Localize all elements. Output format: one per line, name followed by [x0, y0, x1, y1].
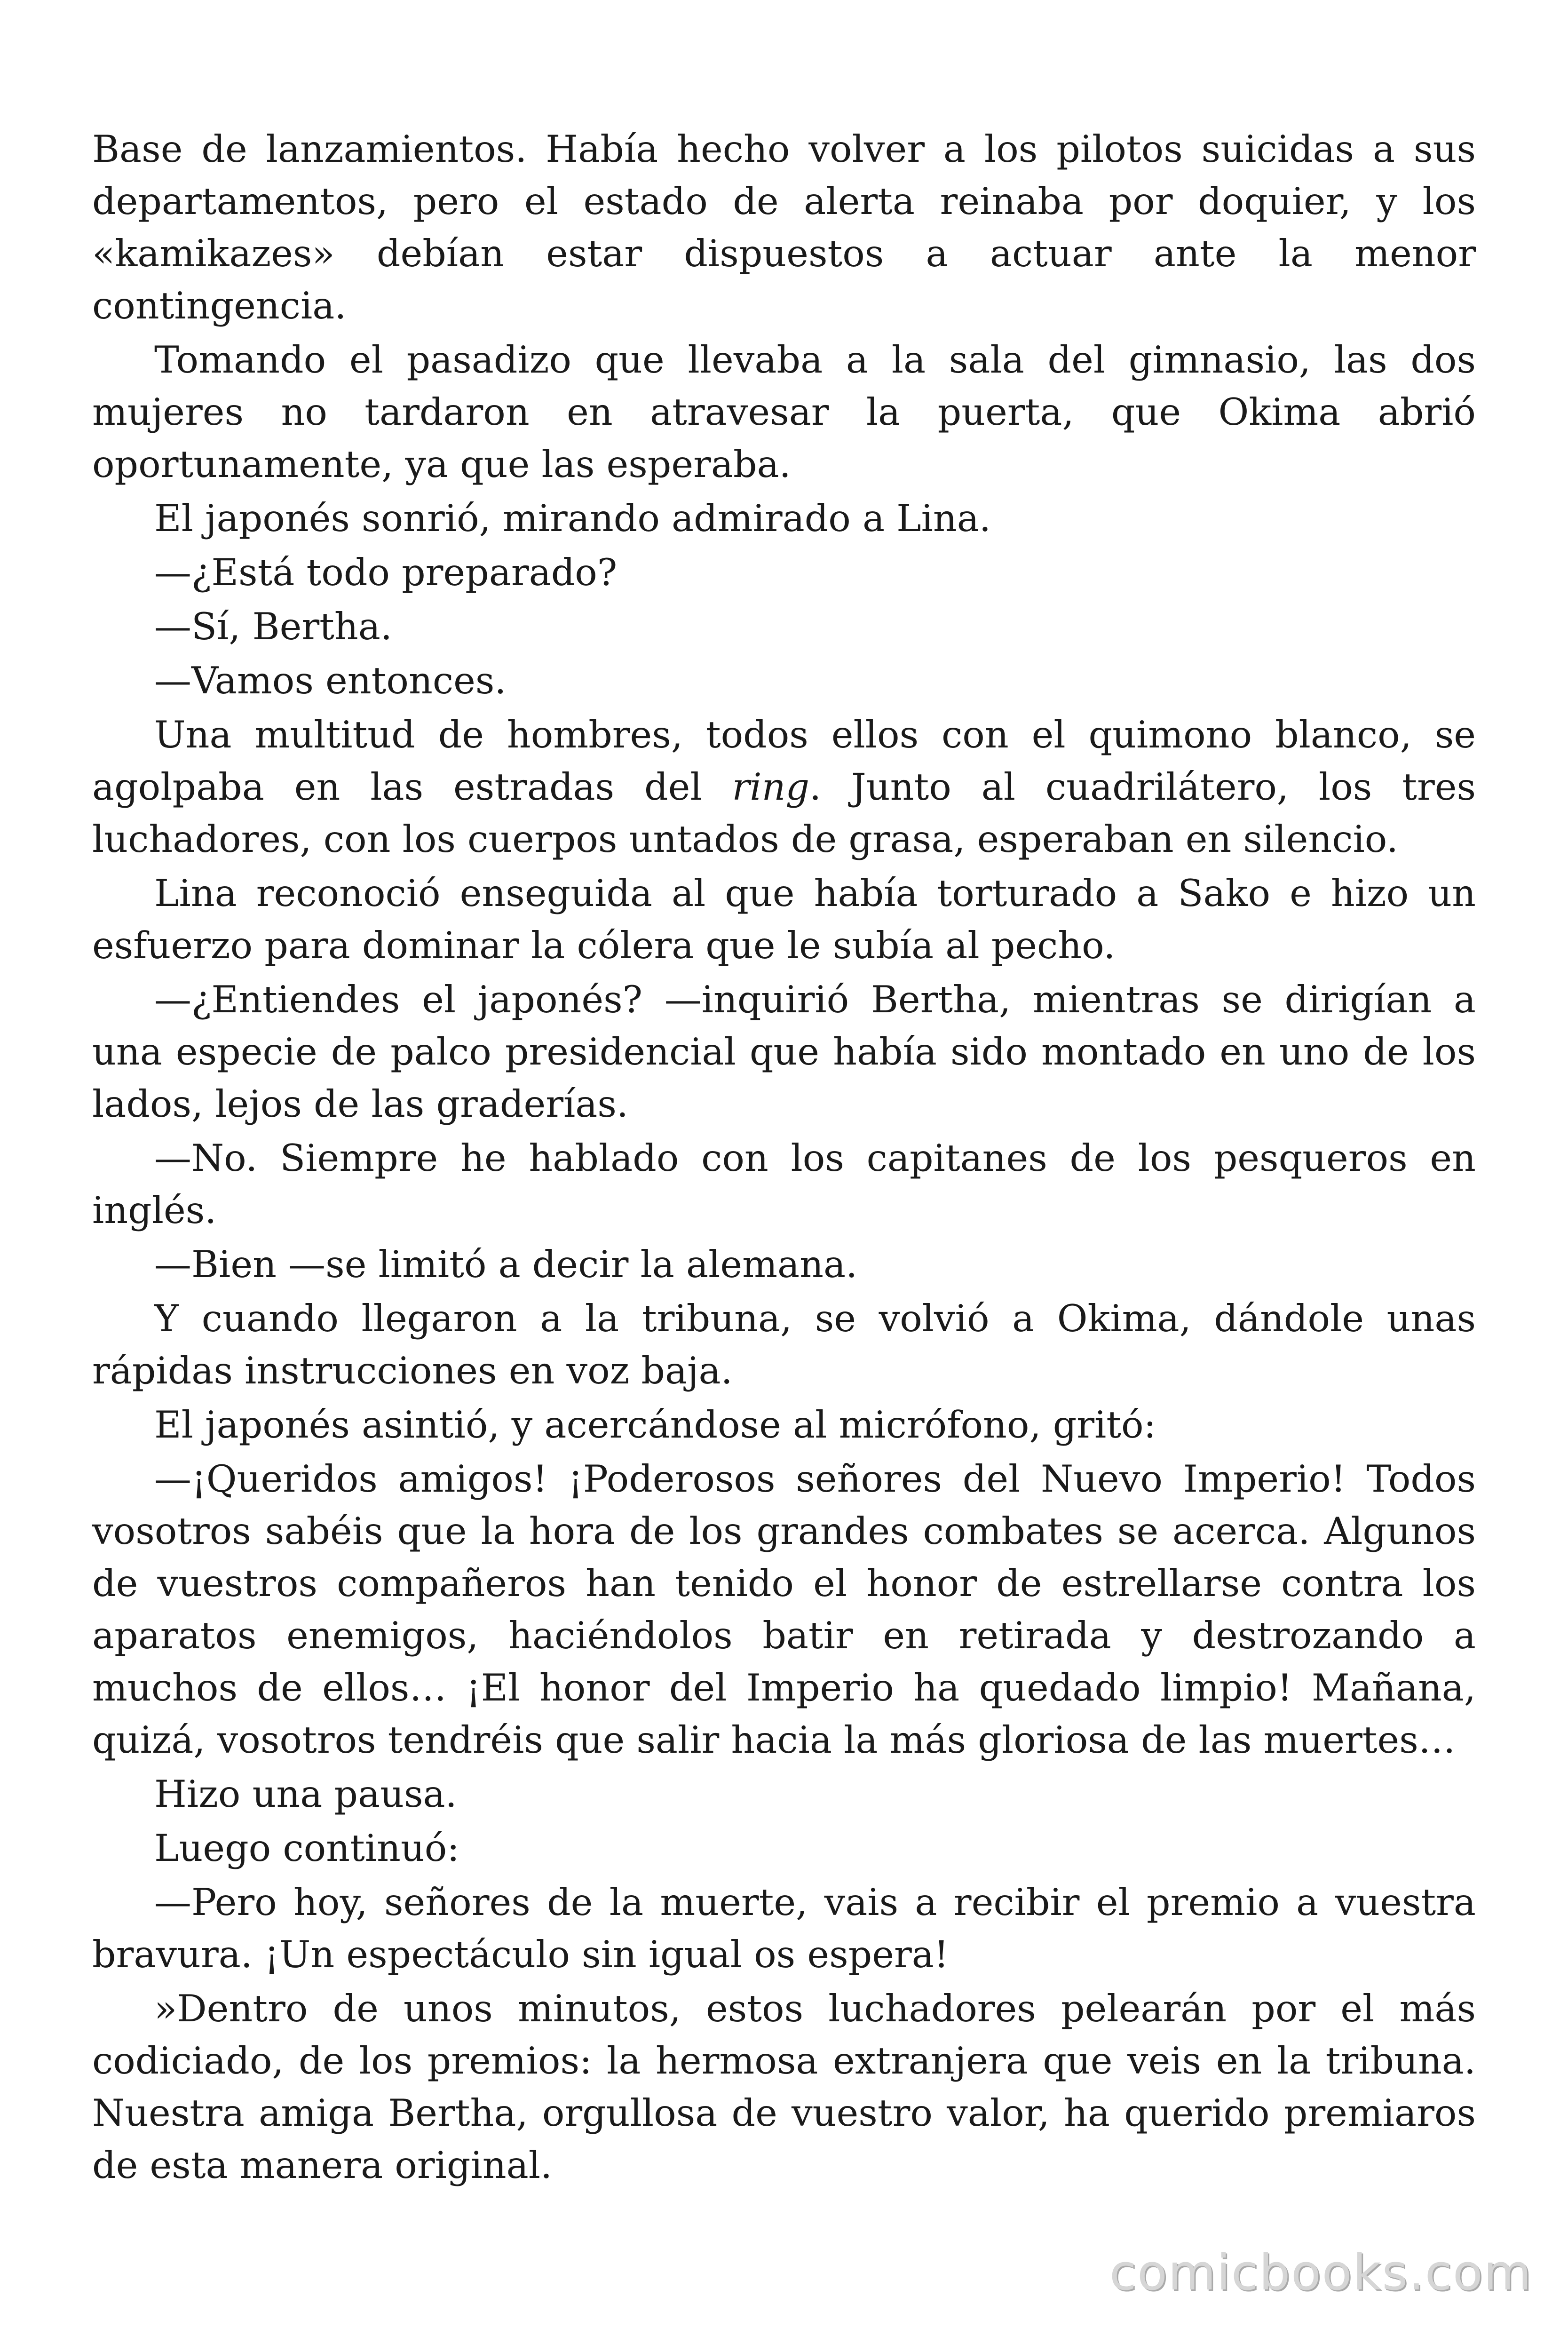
- page-body: [92, 123, 1476, 2193]
- paragraph-text: Una multitud de hombres, todos ellos con el quimono blanco, se agolpaba en las estradas del: [92, 713, 1476, 809]
- paragraph: Luego continuó:: [154, 1827, 459, 1870]
- watermark: comicbooks.com: [1109, 2244, 1532, 2301]
- dialogue-line: —Pero hoy, señores de la muerte, vais a recibir el premio a vuestra bravura. ¡Un espectáculo sin igual os espera!: [92, 1881, 1476, 1976]
- paragraph: Hizo una pausa.: [154, 1772, 457, 1816]
- paragraph: Lina reconoció enseguida al que había torturado a Sako e hizo un esfuerzo para dominar la cólera que le subía al pecho.: [92, 872, 1476, 967]
- dialogue-line: —Vamos entonces.: [154, 659, 507, 702]
- paragraph: Base de lanzamientos. Había hecho volver a los pilotos suicidas a sus departamentos, pero el estado de alerta reinaba por doquier, y los «kamikazes» debían estar dispuestos a actuar ante la menor contingencia.: [92, 127, 1476, 327]
- paragraph: Tomando el pasadizo que llevaba a la sala del gimnasio, las dos mujeres no tardaron en atravesar la puerta, que Okima abrió oportunamente, ya que las esperaba.: [92, 338, 1476, 486]
- paragraph-text: . Junto al cuadrilátero, los tres luchadores, con los cuerpos untados de grasa, esperaban en silencio.: [92, 765, 1476, 861]
- paragraph: Y cuando llegaron a la tribuna, se volvió a Okima, dándole unas rápidas instrucciones en voz baja.: [92, 1297, 1476, 1392]
- dialogue-line: —Bien —se limitó a decir la alemana.: [154, 1243, 858, 1286]
- dialogue-line: —¡Queridos amigos! ¡Poderosos señores del Nuevo Imperio! Todos vosotros sabéis que la hora de los grandes combates se acerca. Algunos de vuestros compañeros han tenido el honor de estrellarse contra los aparatos enemigos, haciéndolos batir en retirada y destrozando a muchos de ellos… ¡El honor del Imperio ha quedado limpio! Mañana, quizá, vosotros tendréis que salir hacia la más gloriosa de las muertes…: [92, 1457, 1476, 1762]
- dialogue-line: —¿Está todo preparado?: [154, 551, 618, 594]
- paragraph: [92, 709, 1476, 866]
- italic-word: ring: [732, 765, 810, 809]
- dialogue-line: —Sí, Bertha.: [154, 605, 393, 648]
- paragraph: El japonés sonrió, mirando admirado a Lina.: [154, 497, 991, 540]
- paragraph: El japonés asintió, y acercándose al micrófono, gritó:: [154, 1403, 1156, 1446]
- dialogue-line: »Dentro de unos minutos, estos luchadores pelearán por el más codiciado, de los premios: la hermosa extranjera que veis en la tribuna. Nuestra amiga Bertha, orgullosa de vuestro valor, ha querido premiaros de esta manera original.: [92, 1987, 1476, 2187]
- dialogue-line: —¿Entiendes el japonés? —inquirió Bertha, mientras se dirigían a una especie de palco presidencial que había sido montado en uno de los lados, lejos de las graderías.: [92, 978, 1476, 1126]
- dialogue-line: —No. Siempre he hablado con los capitanes de los pesqueros en inglés.: [92, 1136, 1476, 1232]
